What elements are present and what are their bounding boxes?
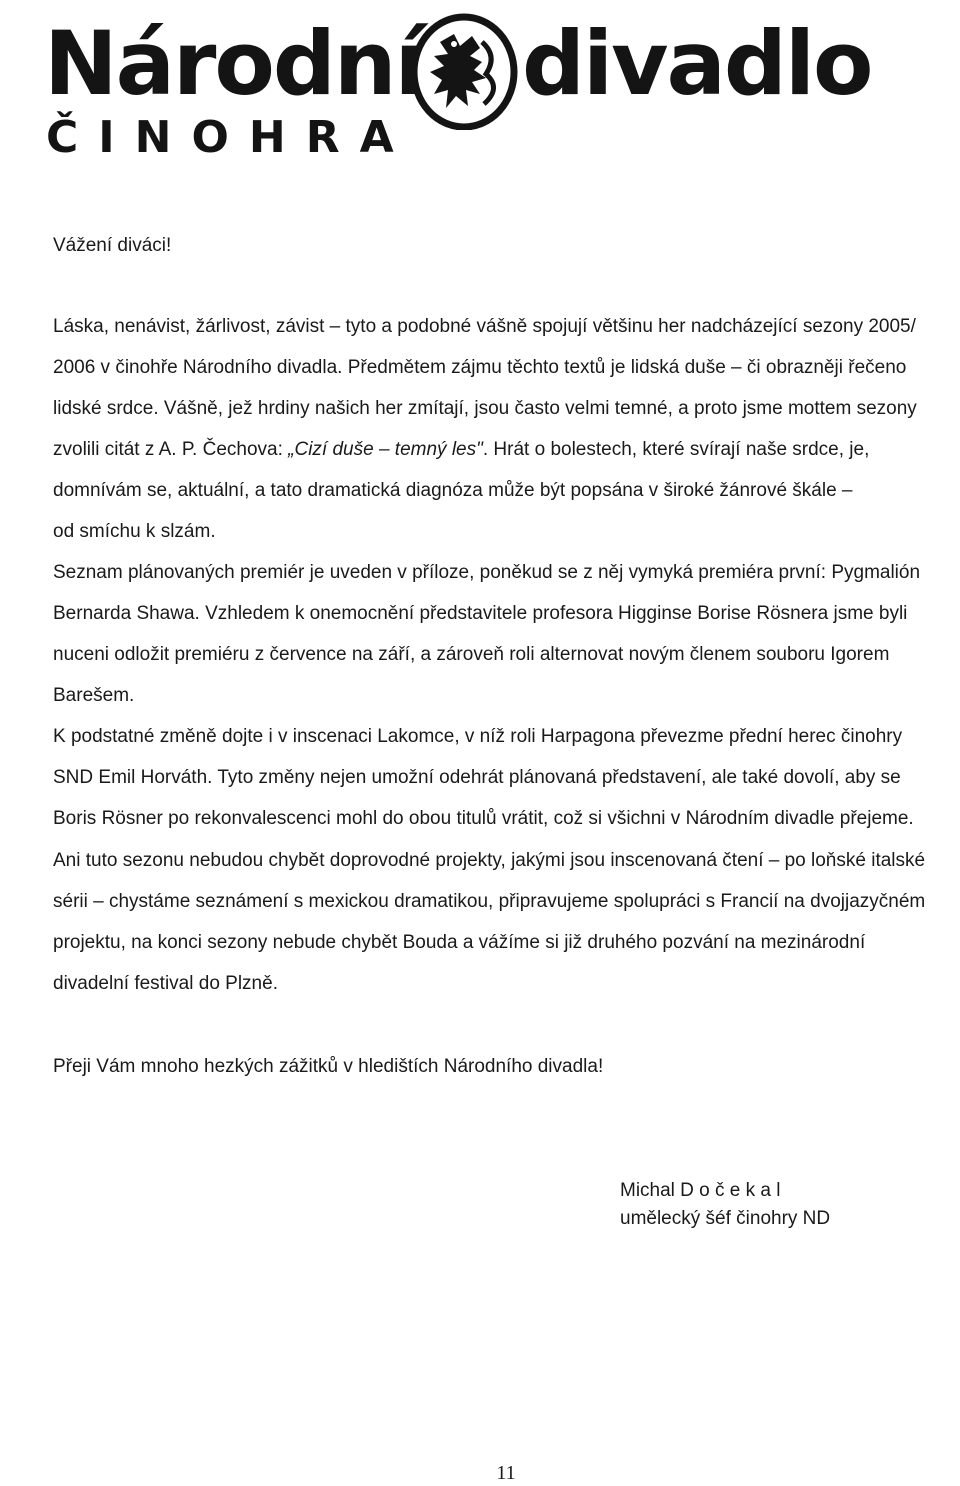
paragraph-line: Ani tuto sezonu nebudou chybět doprovodné projekty, jakými jsou inscenovaná čtení – po loňské italské bbox=[53, 850, 926, 871]
paragraph-line: nuceni odložit premiéru z července na září, a zároveň roli alternovat novým členem souboru Igorem bbox=[53, 644, 890, 665]
paragraph-line: Seznam plánovaných premiér je uveden v příloze, poněkud se z něj vymyká premiéra první: Pygmalión bbox=[53, 562, 921, 583]
logo-wordmark-left: Národní bbox=[44, 12, 423, 115]
logo-subtitle: ČINOHRA bbox=[46, 112, 414, 163]
paragraph-line: 2006 v činohře Národního divadla. Předmětem zájmu těchto textů je lidská duše – či obrazněji řečeno bbox=[53, 357, 907, 378]
paragraph-line: divadelní festival do Plzně. bbox=[53, 973, 278, 994]
greeting: Vážení diváci! bbox=[53, 235, 172, 256]
paragraph-line: Bernarda Shawa. Vzhledem k onemocnění představitele profesora Higginse Borise Rösnera jsme byli bbox=[53, 603, 908, 624]
paragraph-line: Barešem. bbox=[53, 685, 135, 706]
paragraph-line: SND Emil Horváth. Tyto změny nejen umožní odehrát plánovaná představení, ale také dovolí, aby se bbox=[53, 767, 901, 788]
signer-name: Michal D o č e k a l bbox=[620, 1180, 781, 1201]
quote-continuation: . Hrát o bolestech, které svírají naše srdce, je, bbox=[482, 439, 870, 460]
lion-seal-icon bbox=[410, 12, 518, 130]
paragraph-line: K podstatné změně dojte i v inscenaci Lakomce, v níž roli Harpagona převezme přední herec činohry bbox=[53, 726, 903, 747]
paragraph-line: od smíchu k slzám. bbox=[53, 521, 216, 542]
paragraph-line: domnívám se, aktuální, a tato dramatická diagnóza může být popsána v široké žánrové škále – bbox=[53, 480, 853, 501]
page-number: 11 bbox=[496, 1462, 516, 1484]
paragraph-line: lidské srdce. Vášně, jež hrdiny našich her zmítají, jsou často velmi temné, a proto jsme mottem sezony bbox=[53, 398, 917, 419]
paragraph-2 bbox=[53, 552, 953, 716]
paragraph-line: sérii – chystáme seznámení s mexickou dramatikou, připravujeme spolupráci s Francií na dvojjazyčném bbox=[53, 891, 926, 912]
closing-wish: Přeji Vám mnoho hezkých zážitků v hledištích Národního divadla! bbox=[53, 1056, 604, 1077]
paragraph-3 bbox=[53, 716, 953, 839]
paragraph-line bbox=[53, 429, 953, 470]
signature-block bbox=[620, 1177, 830, 1233]
paragraph-line: Láska, nenávist, žárlivost, závist – tyto a podobné vášně spojují většinu her nadcházející sezony 2005/ bbox=[53, 316, 916, 337]
signer-title: umělecký šéf činohry ND bbox=[620, 1208, 831, 1229]
quote-intro: zvolili citát z A. P. Čechova: bbox=[53, 439, 289, 460]
letterhead bbox=[0, 0, 960, 175]
paragraph-4 bbox=[53, 840, 953, 1004]
motto-quote: „Cizí duše – temný les" bbox=[288, 439, 483, 460]
paragraph-line: Boris Rösner po rekonvalescenci mohl do obou titulů vrátit, což si všichni v Národním divadle přejeme. bbox=[53, 808, 914, 829]
paragraph-1 bbox=[53, 306, 953, 552]
logo-wordmark-right: divadlo bbox=[522, 12, 872, 115]
paragraph-line: projektu, na konci sezony nebude chybět Bouda a vážíme si již druhého pozvání na mezinárodní bbox=[53, 932, 866, 953]
